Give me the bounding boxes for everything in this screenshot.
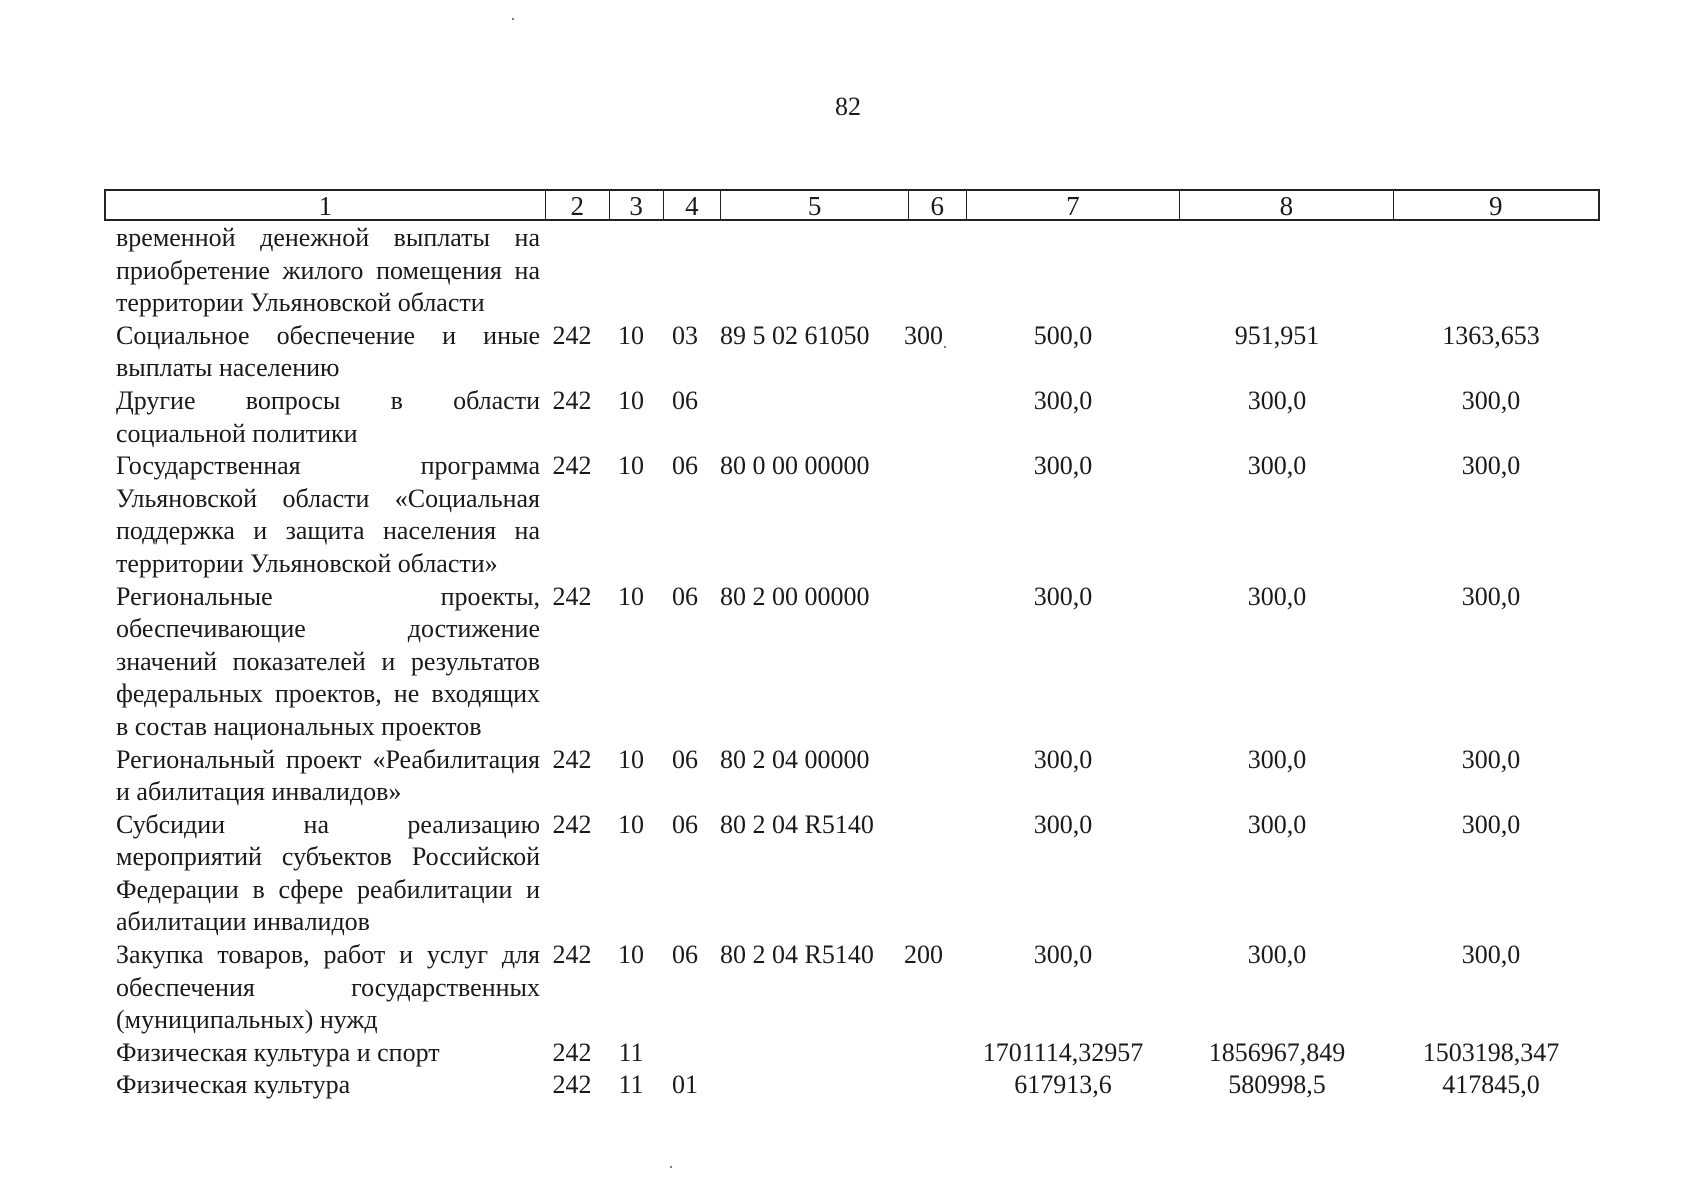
cell-col-5: 80 2 04 00000: [720, 744, 870, 774]
cell-col-9: 300,0: [1461, 385, 1521, 415]
table-row: [116, 744, 1606, 809]
cell-col-9: 1503198,347: [1422, 1037, 1560, 1067]
row-name: Государственная программа Ульяновской области «Социальная поддержка и защита населения на территории Ульяновской области»: [116, 451, 540, 578]
row-name: временной денежной выплаты на приобретение жилого помещения на территории Ульяновской области: [116, 223, 540, 318]
column-header-1: 1: [318, 191, 333, 221]
table-row: [116, 1037, 1606, 1070]
cell-col-2: 242: [552, 320, 592, 350]
cell-col-6: 200: [904, 940, 943, 970]
cell-col-4: 06: [672, 451, 698, 481]
cell-col-9: 300,0: [1461, 940, 1521, 970]
column-header-3: 3: [609, 191, 663, 219]
cell-col-7: 300,0: [1033, 581, 1093, 611]
cell-col-4: 06: [672, 385, 698, 415]
cell-col-3: 10: [618, 451, 644, 481]
column-header-7: 7: [966, 191, 1179, 219]
cell-col-2: 242: [552, 1070, 592, 1100]
cell-col-3: 11: [618, 1070, 644, 1100]
row-name: Физическая культура и спорт: [116, 1037, 440, 1067]
table-row: [116, 1069, 1606, 1102]
cell-col-9: 1363,653: [1442, 320, 1540, 350]
cell-col-8: 300,0: [1247, 451, 1307, 481]
cell-col-2: 242: [552, 451, 592, 481]
cell-col-7: 300,0: [1033, 940, 1093, 970]
cell-col-3: 10: [618, 809, 644, 839]
cell-col-4: 06: [672, 940, 698, 970]
cell-col-8: 580998,5: [1228, 1070, 1326, 1100]
cell-col-7: 300,0: [1033, 809, 1093, 839]
table-body: [116, 222, 1606, 1102]
cell-col-5: 80 2 04 R5140: [720, 809, 874, 839]
cell-col-2: 242: [552, 809, 592, 839]
cell-col-5: 80 2 04 R5140: [720, 940, 874, 970]
cell-col-8: 1856967,849: [1208, 1037, 1346, 1067]
cell-col-8: 300,0: [1247, 385, 1307, 415]
column-header-4: 4: [663, 191, 721, 219]
cell-col-7: 617913,6: [1014, 1070, 1112, 1100]
scan-speck: [670, 1166, 672, 1168]
cell-col-3: 10: [618, 581, 644, 611]
table-row: [116, 809, 1606, 939]
cell-col-4: 03: [672, 320, 698, 350]
cell-col-7: 300,0: [1033, 385, 1093, 415]
cell-col-7: 500,0: [1033, 320, 1093, 350]
table-header: [104, 189, 1600, 221]
cell-col-4: 06: [672, 809, 698, 839]
cell-col-9: 300,0: [1461, 809, 1521, 839]
cell-col-6: 300: [904, 320, 943, 350]
table-row: [116, 581, 1606, 744]
row-name: Субсидии на реализацию мероприятий субъектов Российской Федерации в сфере реабилитации и абилитации инвалидов: [116, 809, 540, 937]
cell-col-7: 1701114,32957: [982, 1037, 1144, 1067]
table-row: [116, 222, 1606, 320]
cell-col-2: 242: [552, 744, 592, 774]
page-number: 82: [835, 92, 861, 121]
cell-col-8: 300,0: [1247, 744, 1307, 774]
cell-col-4: 01: [672, 1070, 698, 1100]
cell-col-9: 300,0: [1461, 581, 1521, 611]
row-name: Другие вопросы в области социальной политики: [116, 385, 540, 448]
table-row: [116, 385, 1606, 450]
cell-col-8: 300,0: [1247, 940, 1307, 970]
cell-col-2: 242: [552, 940, 592, 970]
column-header-6: 6: [908, 191, 966, 219]
cell-col-9: 300,0: [1461, 451, 1521, 481]
row-name: Закупка товаров, работ и услуг для обеспечения государственных (муниципальных) нужд: [116, 940, 540, 1035]
cell-col-9: 300,0: [1461, 744, 1521, 774]
cell-col-7: 300,0: [1033, 451, 1093, 481]
column-header-9: 9: [1393, 191, 1598, 219]
cell-col-3: 10: [618, 385, 644, 415]
table-row: [116, 939, 1606, 1037]
scan-speck: [512, 18, 514, 20]
cell-col-9: 417845,0: [1442, 1070, 1540, 1100]
cell-col-3: 10: [618, 320, 644, 350]
cell-col-7: 300,0: [1033, 744, 1093, 774]
cell-col-3: 11: [618, 1037, 644, 1067]
cell-col-8: 951,951: [1234, 320, 1320, 350]
cell-col-5: 89 5 02 61050: [720, 320, 870, 350]
column-header-8: 8: [1179, 191, 1392, 219]
cell-col-3: 10: [618, 940, 644, 970]
table-row: [116, 450, 1606, 580]
row-name: Региональный проект «Реабилитация и абилитация инвалидов»: [116, 744, 540, 807]
cell-col-3: 10: [618, 744, 644, 774]
table-row: [116, 320, 1606, 385]
cell-col-4: 06: [672, 581, 698, 611]
cell-col-2: 242: [552, 385, 592, 415]
cell-col-8: 300,0: [1247, 809, 1307, 839]
row-name: Физическая культура: [116, 1070, 351, 1100]
cell-col-2: 242: [552, 581, 592, 611]
row-name: Социальное обеспечение и иные выплаты населению: [116, 320, 540, 383]
column-header-5: 5: [720, 191, 908, 219]
column-header-2: 2: [545, 191, 609, 219]
cell-col-5: 80 2 00 00000: [720, 581, 870, 611]
cell-col-8: 300,0: [1247, 581, 1307, 611]
cell-col-4: 06: [672, 744, 698, 774]
row-name: Региональные проекты, обеспечивающие достижение значений показателей и результатов федеральных проектов, не входящих в состав национальных проектов: [116, 581, 540, 741]
cell-col-2: 242: [552, 1037, 592, 1067]
cell-col-5: 80 0 00 00000: [720, 451, 870, 481]
